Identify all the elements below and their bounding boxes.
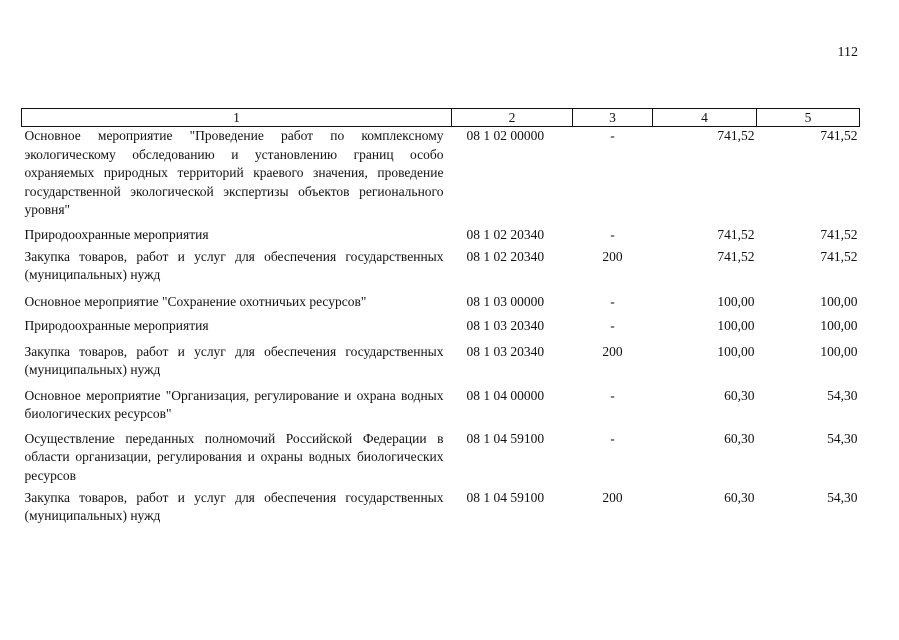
row-value-5: 54,30: [827, 430, 858, 446]
row-value-4: 100,00: [717, 317, 755, 333]
row-code: 08 1 04 59100: [466, 430, 545, 446]
row-name: Природоохранные мероприятия: [24, 226, 209, 242]
row-value-4: 100,00: [717, 293, 755, 309]
row-type: 200: [602, 248, 623, 264]
row-name: Основное мероприятие "Проведение работ по комплексному экологическому обследованию и установлению границ особо охраняемых природных территорий краевого значения, проведение государственной экологической экспертизы объектов регионального уровня": [24, 128, 444, 217]
table-row: [22, 226, 860, 248]
row-type: -: [610, 387, 615, 403]
row-value-4: 60,30: [724, 489, 755, 505]
table-row: [22, 387, 860, 430]
row-value-4: 60,30: [724, 387, 755, 403]
row-value-4: 60,30: [724, 430, 755, 446]
budget-table: [21, 108, 860, 529]
page-number: 112: [837, 45, 858, 60]
row-name: Природоохранные мероприятия: [24, 317, 209, 333]
row-code: 08 1 03 00000: [466, 293, 545, 309]
table-row: [22, 248, 860, 293]
header-col-4: 4: [653, 109, 757, 127]
table-row: [22, 127, 860, 226]
row-code: 08 1 02 00000: [466, 128, 545, 143]
row-value-5: 54,30: [827, 489, 858, 505]
row-code: 08 1 03 20340: [466, 343, 545, 359]
row-type: 200: [602, 343, 623, 359]
row-value-5: 100,00: [820, 343, 858, 359]
row-value-4: 741,52: [717, 128, 755, 143]
table-header-row: [22, 109, 860, 127]
row-value-4: 100,00: [717, 343, 755, 359]
header-col-5: 5: [757, 109, 860, 127]
header-col-3: 3: [573, 109, 653, 127]
row-value-4: 741,52: [717, 248, 755, 264]
row-value-5: 100,00: [820, 317, 858, 333]
row-type: -: [610, 128, 615, 143]
row-code: 08 1 02 20340: [466, 248, 545, 264]
header-col-1: 1: [22, 109, 452, 127]
row-value-5: 741,52: [820, 248, 858, 264]
row-value-5: 54,30: [827, 387, 858, 403]
table-row: [22, 430, 860, 489]
row-type: 200: [602, 489, 623, 505]
row-code: 08 1 03 20340: [466, 317, 545, 333]
row-value-5: 741,52: [820, 226, 858, 242]
row-type: -: [610, 317, 615, 333]
row-name: Закупка товаров, работ и услуг для обеспечения государственных (муниципальных) нужд: [24, 489, 444, 523]
row-value-5: 741,52: [820, 128, 858, 143]
table-row: [22, 317, 860, 343]
row-type: -: [610, 293, 615, 309]
row-name: Основное мероприятие "Организация, регулирование и охрана водных биологических ресурсов": [24, 387, 444, 421]
row-name: Закупка товаров, работ и услуг для обеспечения государственных (муниципальных) нужд: [24, 343, 444, 377]
row-value-5: 100,00: [820, 293, 858, 309]
table-row: [22, 489, 860, 529]
header-col-2: 2: [452, 109, 573, 127]
row-type: -: [610, 226, 615, 242]
table-row: [22, 343, 860, 387]
row-code: 08 1 04 00000: [466, 387, 545, 403]
row-name: Основное мероприятие "Сохранение охотничьих ресурсов": [24, 293, 367, 309]
row-type: -: [610, 430, 615, 446]
table-row: [22, 293, 860, 317]
row-value-4: 741,52: [717, 226, 755, 242]
row-code: 08 1 04 59100: [466, 489, 545, 505]
row-name: Закупка товаров, работ и услуг для обеспечения государственных (муниципальных) нужд: [24, 248, 444, 282]
row-name: Осуществление переданных полномочий Российской Федерации в области организации, регулирования и охраны водных биологических ресурсов: [24, 430, 444, 483]
row-code: 08 1 02 20340: [466, 226, 545, 242]
